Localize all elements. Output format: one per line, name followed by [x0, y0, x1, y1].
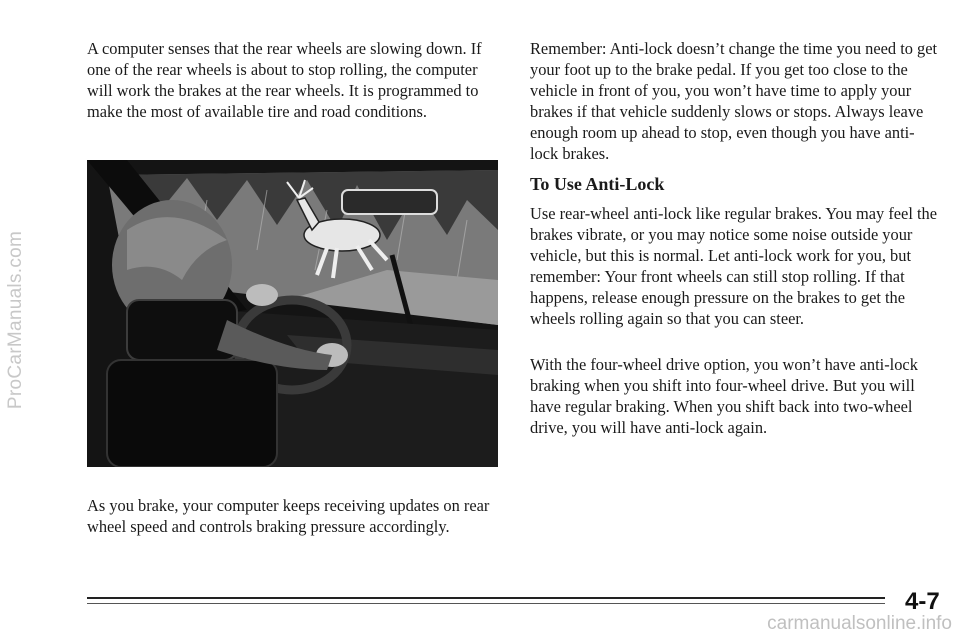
- footer-divider-thick: [87, 597, 885, 599]
- footer-divider-thin: [87, 603, 885, 604]
- right-paragraph-3: With the four-wheel drive option, you won’t have anti-lock braking when you shift into four-wheel drive. But you will have regular braking. When you shift back into two-wheel drive, you will have anti-lock again.: [530, 355, 918, 437]
- page-number: 4-7: [905, 588, 940, 615]
- side-watermark-text: ProCarManuals.com: [5, 230, 26, 410]
- illustration-image: [87, 160, 498, 467]
- left-paragraph-1: A computer senses that the rear wheels are slowing down. If one of the rear wheels is about to stop rolling, the computer will work the brakes at the rear wheels. It is programmed to make the most of available tire and road conditions.: [87, 39, 482, 121]
- right-paragraph-2: Use rear-wheel anti-lock like regular brakes. You may feel the brakes vibrate, or you may notice some noise outside your vehicle, but this is normal. Let anti-lock work for you, but remember: Your front wheels can still stop rolling. If that happens, release enough pressure on the brakes to get the wheels rolling again so that you can steer.: [530, 204, 938, 328]
- side-watermark: [2, 40, 30, 600]
- right-paragraph-1: Remember: Anti-lock doesn’t change the time you need to get your foot up to the brake pedal. If you get too close to the vehicle in front of you, you won’t have time to apply your brakes if that vehicle suddenly slows or stops. Always leave enough room up ahead to stop, even though you have anti-lock brakes.: [530, 39, 938, 163]
- driver-braking-illustration: [87, 160, 498, 467]
- section-heading: To Use Anti-Lock: [530, 174, 665, 194]
- left-paragraph-2: As you brake, your computer keeps receiving updates on rear wheel speed and controls braking pressure accordingly.: [87, 496, 490, 536]
- footer-watermark: carmanualsonline.info: [767, 613, 952, 634]
